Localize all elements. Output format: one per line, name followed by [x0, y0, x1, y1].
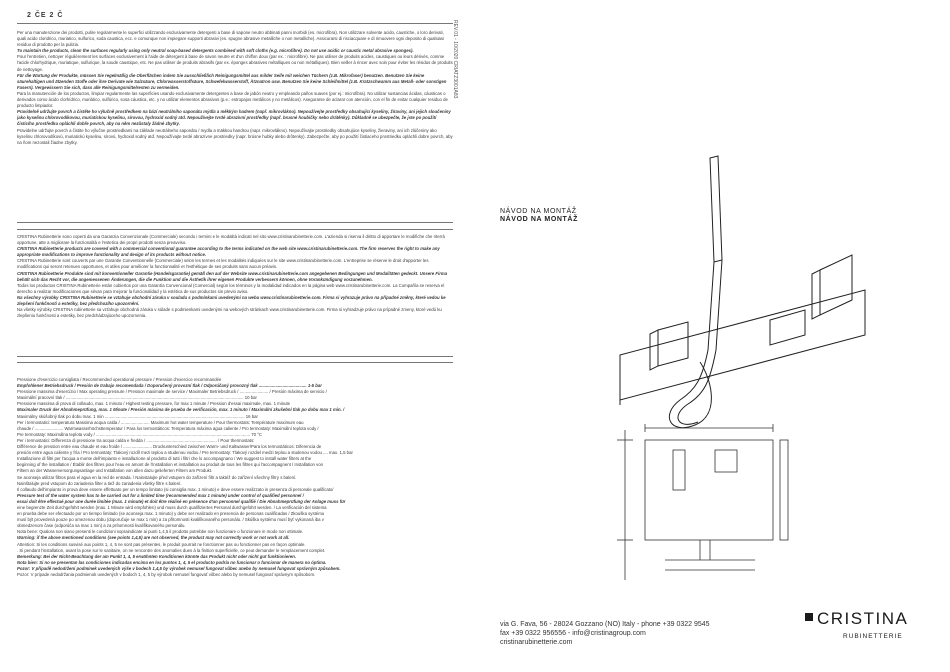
paragraph: presión entre agua caliente y fría / Pro termostaty: Tlakový rozdíl mezi teplou a studenou vodou / Pre termostaty: Tlakový rozdiel medzi teplou a studenou vodou .... max. 1,5 bar [17, 450, 353, 456]
paragraph: Attention: Si les conditions susvisé aux points 1, 4, 5 ne sont pas présentes, le produit pourrait ne fonctionner pas ou fonctionner pas en façon optimale. [17, 541, 306, 547]
paragraph: Nota bien: Si no se presentan las condiciones indicadas encima en los puntos 1, 4, 5 el producto podría no funcionar o funcionar de manera no óptima. [17, 559, 327, 565]
logo-subtitle: RUBINETTERIE [843, 633, 903, 640]
paragraph: Warning: if the above mentioned conditions (see points 1,4,5) are not observed, the product may not correctly work or not work at all. [17, 535, 290, 541]
paragraph: CRISTINA Rubinetterie Produkte sind mit konventioneller Garantie (Handelsgarantie) gemäß den auf der Website www.cristinarubinetterie.com angegebenen Bedingungen und Modalitäten gedeckt. Unsere Firma behält sich das Recht vor, die angemessenen Änderungen, die die Funktion und die Ästhetik ihrer eigenen Produkte verbessern können, ohne Vorankündigung vorzunehmen. [17, 270, 448, 282]
manual-title: NÁVOD NA MONTÁŽ [500, 208, 577, 215]
paragraph: essai doit être effectué pour une durée limitée (max. 1 minute) et doit être réalisé en présence d'un personnel qualifié / Die Abnahmeprüfung der Anlage muss für [17, 498, 346, 504]
paragraph: beginning of the installation / Établir des filtres pour l'eau en amont de l'installation et installation au produit de tous les filtres qui l'accompagnent / Installation von [17, 462, 324, 468]
paragraph: CRISTINA Rubinetterie sono coperti da una Garanzia Convenzionale (Commerciale) secondo i termini e le modalità indicati nel sito www.cristinarubinetterie.com. L'azienda si riserva il diritto di apportare le modifiche che riterrà opportune, atte a migliorare la funzionalità e l'estetica dei propri prodotti senza preavviso. [17, 234, 445, 246]
logo-square-icon [805, 613, 813, 621]
warranty-section [17, 234, 453, 352]
section-header: 2 ČE 2 Č [27, 12, 64, 19]
paragraph: To maintain the products, clean the surfaces regularly using only neutral soap-based detergents combined with soft cloths (e.g. microfibre). Do not use acidic or caustic metal abrasive sponges). [17, 48, 414, 54]
paragraph: Para la manutención de los productos, limpiar regularmente las superficies usando exclusivamente detergentes a base de jabón neutro y empleando paños suaves (por ej.: microfibra). No utilizar sustancias ácidas, cáusticas o derivados como ácido clorhídrico, muriático, sulfúrico, sosa cáustica, etc. y no utilizar elementos abrasivos (p.e.: estropajos metálicos y no metálicos). Asegurarse de aclarar con atención, con el fin de evitar cualquier residuo de producto limpiador. [17, 90, 448, 109]
fax-email-line: fax +39 0322 956556 - info@cristinagroup.com [500, 630, 646, 637]
paragraph: Pozor: V prípade nedodržania podmienok uvedených v bodoch 1, 4, 5 by výrobok nemusel fungovať vôbec alebo by nemusel fungovať správnym spôsobom. [17, 572, 316, 577]
paragraph: Se aconseja utilizar filtros para el agua en la red de entrada. / Nainstalujte před vstupem do zařízení filtr a taktéž do zařízení všechny filtry s balení. [17, 474, 297, 480]
paragraph: Différence de pression entre eau chaude et eau froide / ........................ Druckunterschied zwischen Warm- und Kaltwasser/Para los termostáticos: Diferencia de [17, 444, 322, 450]
paragraph: CRISTINA Rubinetterie sont couverts par une Garantie Conventionnelle (Commerciale) selon les termes et les modalités indiquées sur le site www.cristinarubinetterie.com. L'entreprise se réserve le droit d'apporter les modifications qui seront retenues opportunes, et utiles pour améliorer la fonctionnalité et l'esthétique de ses produits sans aucun préavis. [17, 258, 429, 270]
paragraph: Pour l'entretien, nettoyer régulièrement les surfaces exclusivement à l'aide de détergent à base de savon neutre et d'un chiffon doux (par ex. : microfibre). Ne pas utiliser de produits acides, caustiques ou leurs dérivés, comme l'acide chlorhydrique, muriatique, sulfurique, la soude caustique, etc. Ne pas utiliser de produits abrasifs (par ex. éponges abrasives métalliques ou non métalliques). Bien veiller à rincer avec soin pour éviter les résidus de produits de nettoyage. [17, 54, 453, 72]
wall-plate [620, 290, 865, 400]
paragraph: CRISTINA Rubinetterie products are covered with a commercial conventional guarantee according to the terms indicated on the web site www.cristinarubinetterie.com. The firm reserves the right to make any appropriate modifications to improve functionality and design of its products without notice. [17, 246, 440, 258]
paragraph: Nota bene: Qualora non siano presenti le condizioni sopraindicate ai punti 1,4,5 il prodotto potrebbe non funzionare o funzionare in modo non ottimale. [17, 529, 304, 535]
paragraph: Maximálny skúšobný tlak po dobu max. 1 min ..................................................................................................................... 16 bar [17, 413, 258, 419]
paragraph: Na všetky výrobky CRISTINA rubinetterie sa vzťahuje obchodná záruka v súlade s podmienkami uvedenými na webových stránkach www.cristinarubinetterie.com. Firma si vyhradzuje právo na prípadné zmeny, ktoré vedú ku zlepšeniu funkčnosti a estetiky, bez predchádzajúceho upozornenia. [17, 307, 442, 319]
paragraph: Todos los productos CRISTINA Rubinetterie están cubiertos por una Garantía Convencional (Comercial) según los términos y la modalidad indicados en la página web www.cristinarubinetterie.com. La Compañía se reserva el derecho a realizar modificaciones que sirvan para mejorar la funcionalidad y la estética de sus productos sin previo aviso. [17, 282, 445, 294]
hand-shower [710, 156, 722, 262]
paragraph: chaude / ........................ Warmwasserhöchsttemperatur / Para los termostáticos: Temperatura máxima agua caliente / Pro termostaty: Maximální teplota vody / [17, 425, 319, 431]
paragraph: Pravidelne udržujte povrch a čistite ho výlučne prostriedkami na základe neutrálneho saponátu / mydla a mäkkou handrou (napr. mikrovlákno). Nepoužívajte prostriedky obsahujúce kyseliny, žieraviny, ani ich zlúčeniny ako kyselinu chlorovodíkovú, muriatickú kyselinu, sírovú, hydroxid sodný atď. Nepoužívajte tvrdé abrazívne prostriedky (napr. brúsne hubky alebo drôtenky). Zabezpečte, aby po použití čistiaceho prostriedku opláchli dobre povrch, aby na ňom nezostali žiadne zbytky. [17, 127, 453, 145]
divider [17, 229, 453, 230]
paragraph: Pre termostaty: Maximálna teplota vody / ................................................................................................................................. 70 °C [17, 431, 263, 437]
paragraph: Il collaudo dell'impianto in prova deve essere effettuato per un tempo limitato (si consiglia max. 1 minuto) e deve essere realizzato in presenza di personale qualificato/ [17, 486, 334, 492]
reference-code-vertical [450, 20, 460, 210]
paragraph: . Si pendant l'installation, avant la pose sur le sanitaire, on ne rencontre des anomalies dues à la finition superficielle, ce peut demander le remplacement complet. [17, 547, 326, 553]
left-text-column [17, 12, 453, 577]
paragraph: Maximaler Druck der Abnahmeprüfung, max. 1 Minute / Presión máxima de prueba de verificación, max. 1 minuto / Maximální zkušební tlak po dobu max 1 min. / [17, 407, 345, 413]
divider [17, 356, 453, 357]
manual-subtitle: NÁVOD NA MONTÁŽ [500, 216, 578, 223]
address-line: via G. Fava, 56 - 28024 Gozzano (NO) Italy - phone +39 0322 9545 [500, 621, 710, 628]
paragraph: Na všechny výrobky CRISTINA Rubinetterie se vztahuje obchodní záruka v souladu s podmínkami uvedenými na webu www.cristinarubinetterie.com. Firma si vyhrazuje právo na případné změny, které vedou ke zlepšení funkčnosti a estetiky, bez předchozího upozornění. [17, 294, 446, 307]
paragraph: Pravidelně udržujte povrch a čistěte ho výlučně prostředkem na bází neutrálního saponátu mýdla a měkkým hadrem (např. mikrovlákno). Nepoužívejte prostředky obsahující kyseliny, žíraviny, ani jejich sloučeniny jako kyselinu chlorovodíkovou, muriatickou kyselinu, sírovou, hydroxid sodný atd. Nepoužívejte tvrdé abrazivní prostředky (např. brusné houbičky nebo drátěnky). Důkladně se ubezpečte, že jste po použití čisticího prostředku opláchli dobře povrch, aby na něm nezůstaly žádné zbytky. [17, 109, 451, 127]
reference-code: REV.01 - 10/2020 CRIATZ3001A83 [452, 20, 458, 99]
website-line: cristinarubinetterie.com [500, 639, 573, 646]
paragraph: Pressione massima di prova di collaudo, max. 1 minuto / Highest testing pressure, for max 1 minute / Pression d'essai maximale, max. 1 minute [17, 401, 291, 407]
paragraph: musí být provedená pouze po omezenou dobu (doporučuje se max 1 min) a za přítomnosti kvalifikovaného personálu. / Skúška systému musí byť vykonaná iba v [17, 517, 324, 523]
paragraph: Per i termostatici: temperatura Massima acqua calda / ........................ Maximum hot water temperature / Pour thermostats: Température maximum eau [17, 419, 304, 425]
divider [17, 362, 453, 363]
divider [17, 23, 453, 24]
paragraph: Per una manutenzione dei prodotti, pulire regolarmente le superfici utilizzando esclusivamente detergenti a base di sapone neutro abbinati panni morbidi (es. microfibra). Non utilizzare solvente acido, caustiche, o loro derivati, quali acido cloridrico, muriatico, sulfurico, soda caustica, ecc. e comunque non impiegare supporti abrasivi (es. spugne abrasive metalliche o non metalliche). Assicurarsi di risciacquare e di rimuovere ogni deposito di qualsiasi residuo di prodotto per la pulizia. [17, 30, 445, 48]
paragraph: Per i termostatici: Differenza di pressione tra acqua calda e fredda / ........................................................... / Pour thermostats: [17, 437, 255, 443]
paragraph: Pressione massima d'esercizio / Max operating pressure / Pression maximale de service / Maximaler Betriebsdruck / ........................ / Presión máxima de servicio / [17, 389, 327, 395]
paragraph: obmedzenom čase (odporúča sa max 1 min) a za prítomnosti kvalifikovaného personálu. [17, 523, 186, 529]
paragraph: Bemerkung: Bei der Nicht-Beachtung der am Punkt 1, 4, 5 erwähnten Konditionen könnte das Produkt nicht oder nicht gut funktionieren. [17, 553, 297, 559]
paragraph: eine begrenzte Zeit durchgeführt werden (max. 1 Minute wird empfohlen) und muss durch qualifiziertes Personal durchgeführt werden. / La verificación del sistema [17, 504, 327, 510]
manual-title-block [500, 208, 578, 224]
shower-mixer-drawing [600, 150, 900, 440]
schematic-plate [645, 440, 773, 540]
paragraph: en prueba debe ser efectuado por un tiempo limitado (se aconseja max. 1 minuto) y debe ser realizado en presencia de personas cualificadas / Zkouška systému [17, 511, 325, 517]
divider [17, 222, 453, 223]
paragraph: Pressione d'esercizio consigliata / Recommended operational pressure / Pression d'exercice recommandée [17, 377, 222, 382]
paragraph: Filtern an der Wasserversorgungsanlage und Installation von allen dazu gelieferten Filtern am Produkt. [17, 468, 213, 474]
paragraph: Installazione di filtri per l'acqua a monte dell'impianto e installazione al prodotto di tutti i filtri che lo accompagnano / We suggest to install water filters at the [17, 456, 312, 462]
paragraph: Maximální pracovní tlak / ..................................................................................................................................................... 10 bar [17, 395, 257, 401]
paragraph: Für die Wartung der Produkte, müssen Sie regelmäßig die Oberflächen indem Sie ausschließlich Reinigungsmittel aus milder Seife mit weichen Tüchern (z.B. Mikrofaser) benutzen. Benutzen Sie keine säurehaltigen und ätzenden Stoffe oder ihre Derivate wie Salzsäure, Chlorwasserstoffsäure, Schwefelwasserstoff, Ätznatron usw. Benutzen Sie keine Schleifmittel (z.B. Kratzschwamm aus Metall- oder sonstigen Fasern). Vergewissern Sie sich, dass alle Reinigungsmittelresten zu vermeiden. [17, 72, 447, 90]
paragraph: Empfohlener Betriebsdruck / Presión de trabajo recomendada / Doporučený provozní tlak / Odporúčaný provozný tlak ........................................ 1-5 bar [17, 383, 322, 389]
mixer-illustration [620, 156, 865, 428]
technical-section [17, 377, 453, 662]
paragraph: Nainštalujte pred vstupom do zariadenia filter a tiež do zariadenia všetky filtre s balení. [17, 480, 182, 486]
logo-name: CRISTINA [817, 609, 909, 628]
dimension-schematic [605, 420, 805, 590]
maintenance-section [17, 30, 453, 216]
contact-block [500, 620, 710, 647]
paragraph: Pozor: V případě nedodržení podmínek uvedených výše v bodech 1,4,5 by výrobek nemusel fungovat vůbec anebo by nemusel fungovat správným způsobem. [17, 565, 341, 571]
paragraph: Pressure test of the water system has to be carried out for a limited time (recommended max 1 minute) under control of qualified personnel / [17, 492, 304, 498]
